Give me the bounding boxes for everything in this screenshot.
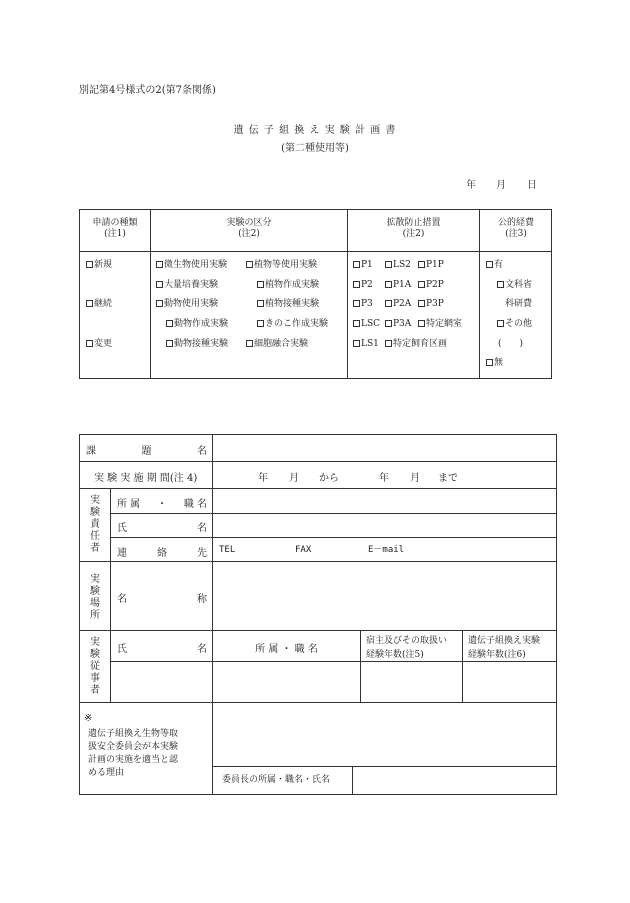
checkbox-icon	[418, 281, 425, 288]
document-subtitle: (第二種使用等)	[281, 143, 349, 154]
checkbox-microbe-experiment[interactable]: 微生物使用実験	[156, 260, 227, 271]
checkbox-icon	[497, 320, 504, 327]
header-application-type: 申請の種類 (注1)	[92, 218, 138, 239]
checkbox-icon	[86, 340, 93, 347]
header-experiment-category: 実験の区分 (注2)	[226, 218, 272, 239]
checkbox-cell-fusion-experiment[interactable]: 細胞融合実験	[246, 339, 308, 350]
checkbox-continue[interactable]: 継続	[86, 299, 112, 310]
document-title: 遺 伝 子 組 換 え 実 験 計 画 書	[233, 125, 397, 136]
committee-reason-input[interactable]	[213, 703, 556, 766]
period-until-label: まで	[438, 473, 458, 484]
gm-experience-input[interactable]	[463, 662, 556, 702]
checkbox-icon	[385, 340, 392, 347]
checkbox-icon	[486, 261, 493, 268]
contact-email-field[interactable]: E－mail	[368, 545, 405, 555]
checkbox-lsc[interactable]: LSC	[353, 319, 380, 330]
checkbox-p1a[interactable]: P1A	[385, 280, 411, 291]
checkbox-icon	[156, 261, 163, 268]
checkbox-icon	[353, 340, 360, 347]
topic-input[interactable]	[213, 435, 556, 461]
responsible-name-label: 氏 名	[117, 523, 207, 534]
checkbox-mushroom-creation-experiment[interactable]: きのこ作成実験	[257, 319, 328, 330]
checkbox-icon	[246, 261, 253, 268]
checkbox-icon	[353, 300, 360, 307]
contact-label: 連 絡 先	[117, 548, 207, 559]
checkbox-icon	[257, 320, 264, 327]
form-reference: 別記第4号様式の2(第7条関係)	[79, 85, 216, 96]
checkbox-mass-culture-experiment[interactable]: 大量培養実験	[156, 280, 218, 291]
checkbox-icon	[353, 261, 360, 268]
chair-label: 委員長の所属・職名・氏名	[222, 775, 331, 785]
worker-affiliation-label: 所 属 ・ 職 名	[255, 644, 318, 655]
checkbox-animal-inoculation-experiment[interactable]: 動物接種実験	[166, 339, 228, 350]
checkbox-plant-inoculation-experiment[interactable]: 植物接種実験	[257, 299, 319, 310]
chair-input[interactable]	[353, 767, 556, 794]
checkbox-animal-use-experiment[interactable]: 動物使用実験	[156, 299, 218, 310]
committee-reason-label: 遺伝子組換え生物等取 扱安全委員会が本実験 計画の実施を適当と認 める理由	[88, 729, 179, 778]
contact-fax-field[interactable]: FAX	[295, 545, 312, 555]
funding-other-field[interactable]: ( )	[498, 339, 524, 349]
worker-affiliation-input[interactable]	[213, 662, 360, 702]
checkbox-p3p[interactable]: P3P	[418, 299, 444, 310]
checkbox-icon	[353, 281, 360, 288]
checkbox-p2[interactable]: P2	[353, 280, 373, 291]
checkbox-p1[interactable]: P1	[353, 260, 373, 271]
checkbox-icon	[385, 320, 392, 327]
checkbox-icon	[486, 359, 493, 366]
gm-experience-label: 遺伝子組換え実験 経験年数(注6)	[468, 636, 541, 660]
checkbox-special-breeding-area[interactable]: 特定飼育区画	[385, 339, 447, 350]
period-start-year[interactable]: 年	[258, 473, 268, 484]
checkbox-icon	[385, 261, 392, 268]
header-containment: 拡散防止措置 (注2)	[386, 218, 441, 239]
responsible-name-input[interactable]	[213, 514, 556, 537]
checkbox-icon	[166, 320, 173, 327]
checkbox-icon	[418, 300, 425, 307]
period-start-month[interactable]: 月	[289, 473, 299, 484]
note-mark: ※	[84, 713, 93, 724]
checkbox-plant-use-experiment[interactable]: 植物等使用実験	[246, 260, 317, 271]
checkbox-icon	[86, 300, 93, 307]
workers-label: 実験従事者	[90, 637, 100, 696]
checkbox-p1p[interactable]: P1P	[418, 260, 444, 271]
checkbox-ls2[interactable]: LS2	[385, 260, 411, 271]
checkbox-funding-yes[interactable]: 有	[486, 260, 503, 271]
worker-name-label: 氏 名	[117, 644, 207, 655]
checkbox-p2a[interactable]: P2A	[385, 299, 411, 310]
checkbox-funding-no[interactable]: 無	[486, 358, 503, 369]
checkbox-icon	[385, 281, 392, 288]
date-year-label: 年	[466, 180, 476, 191]
location-name-label: 名 称	[117, 594, 207, 605]
checkbox-icon	[418, 261, 425, 268]
period-end-month[interactable]: 月	[410, 473, 420, 484]
checkbox-change[interactable]: 変更	[86, 339, 112, 350]
affiliation-label: 所 属 ・ 職 名	[117, 499, 207, 510]
checkbox-icon	[86, 261, 93, 268]
checkbox-icon	[246, 340, 253, 347]
location-name-input[interactable]	[213, 562, 556, 630]
date-month-label: 月	[496, 180, 506, 191]
checkbox-icon	[418, 320, 425, 327]
period-from-label: から	[319, 473, 339, 484]
host-experience-label: 宿主及びその取扱い 経験年数(注5)	[366, 636, 448, 660]
checkbox-icon	[257, 281, 264, 288]
date-day-label: 日	[527, 180, 537, 191]
header-public-funding: 公的経費 (注3)	[497, 218, 534, 239]
affiliation-input[interactable]	[213, 489, 556, 513]
checkbox-p3a[interactable]: P3A	[385, 319, 411, 330]
checkbox-icon	[156, 281, 163, 288]
checkbox-icon	[166, 340, 173, 347]
checkbox-icon	[385, 300, 392, 307]
period-label: 実 験 実 施 期 間(注 4)	[94, 473, 198, 484]
worker-name-input[interactable]	[111, 662, 212, 702]
checkbox-plant-creation-experiment[interactable]: 植物作成実験	[257, 280, 319, 291]
funding-kakenhi-label: 科研費	[505, 299, 533, 309]
checkbox-p3[interactable]: P3	[353, 299, 373, 310]
checkbox-special-net-room[interactable]: 特定網室	[418, 319, 462, 330]
checkbox-p2p[interactable]: P2P	[418, 280, 444, 291]
checkbox-new[interactable]: 新規	[86, 260, 112, 271]
responsible-person-label: 実験責任者	[90, 495, 100, 554]
topic-label: 課 題 名	[86, 446, 207, 457]
checkbox-icon	[156, 300, 163, 307]
checkbox-ls1[interactable]: LS1	[353, 339, 379, 350]
period-end-year[interactable]: 年	[379, 473, 389, 484]
checkbox-funding-other[interactable]: その他	[497, 319, 532, 330]
contact-tel-field[interactable]: TEL	[219, 545, 236, 555]
host-experience-input[interactable]	[361, 662, 462, 702]
checkbox-icon	[257, 300, 264, 307]
checkbox-icon	[353, 320, 360, 327]
checkbox-animal-creation-experiment[interactable]: 動物作成実験	[166, 319, 228, 330]
checkbox-icon	[497, 281, 504, 288]
checkbox-funding-mext[interactable]: 文科省	[497, 280, 532, 291]
location-label: 実験場所	[90, 574, 100, 621]
